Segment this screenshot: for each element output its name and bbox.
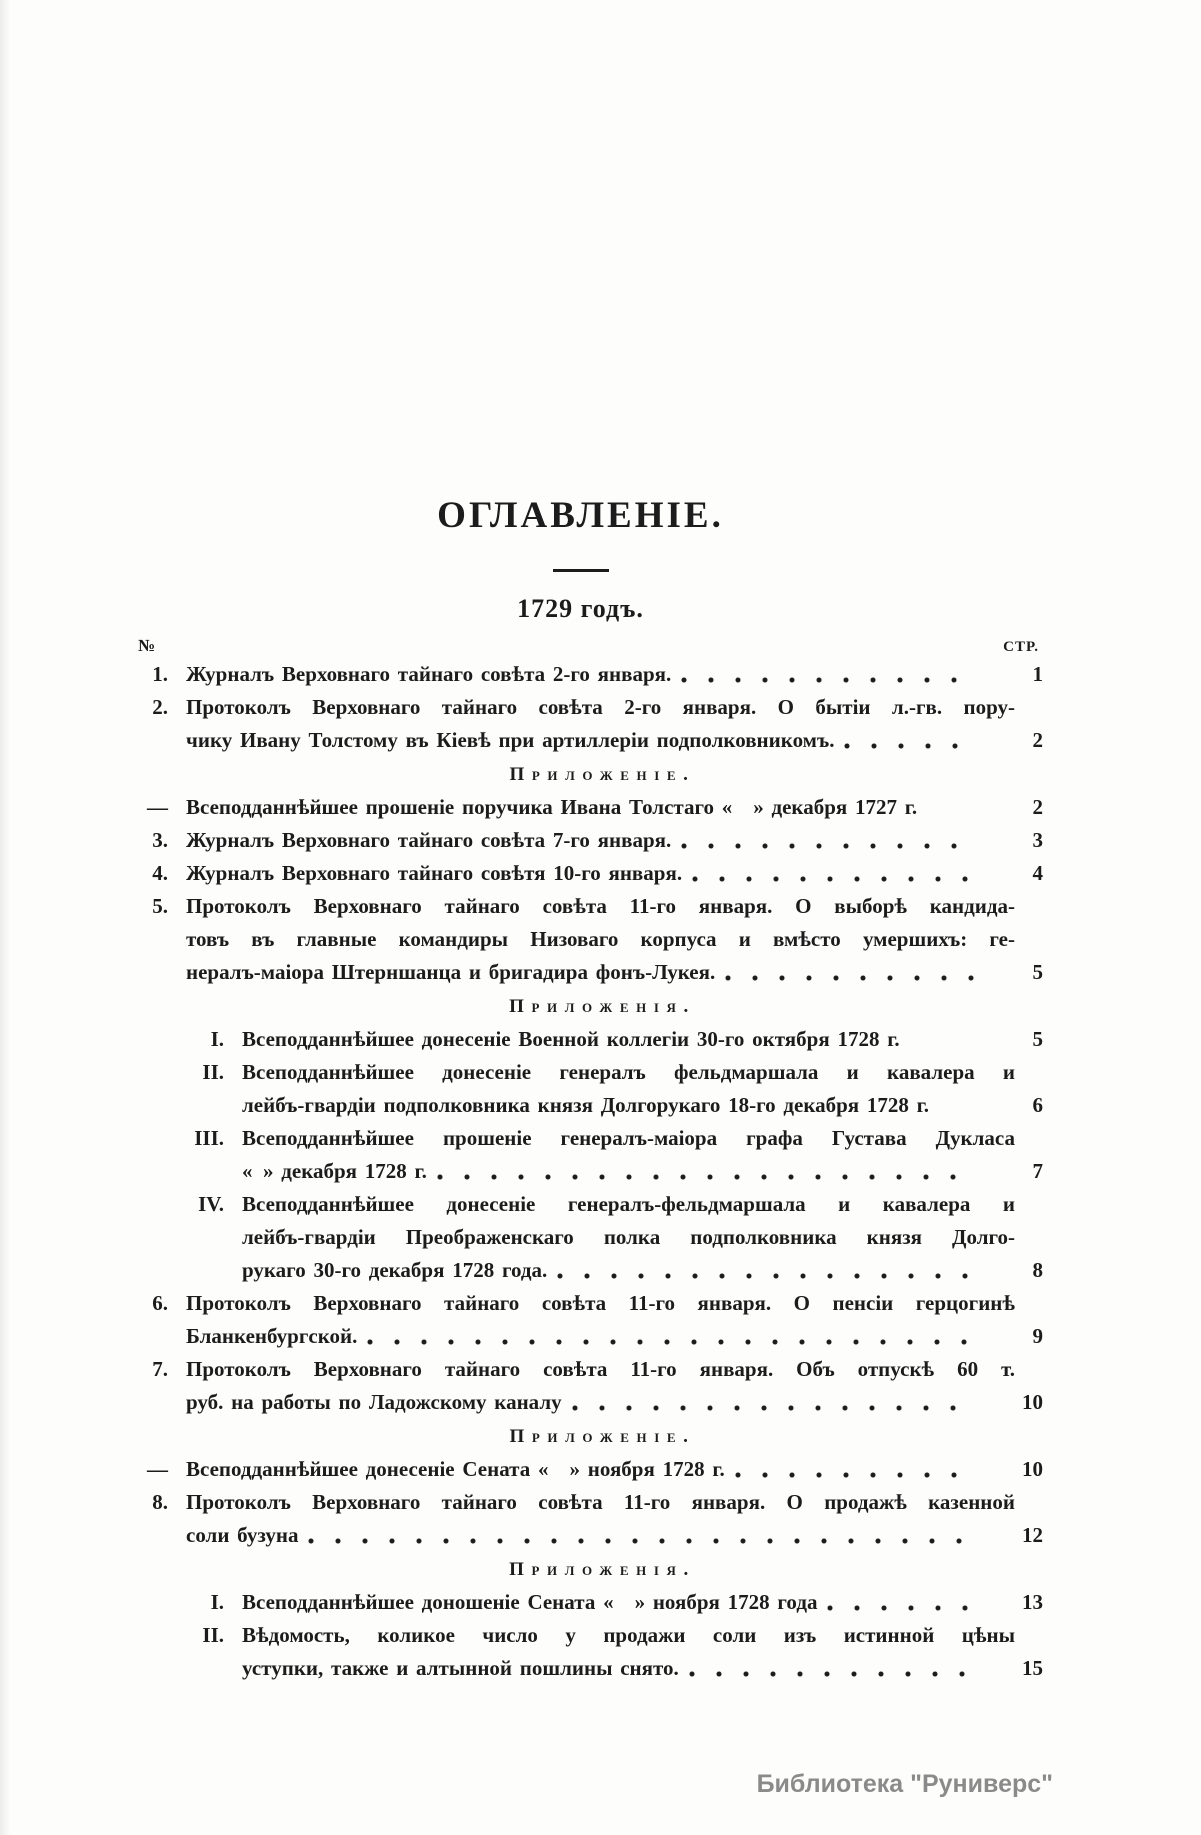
dot-leader xyxy=(689,1652,975,1685)
entry-text xyxy=(186,1287,1043,1353)
entry-text xyxy=(186,857,1043,890)
entry-number: II. xyxy=(202,1623,224,1647)
toc-section-heading-row xyxy=(118,1552,1043,1586)
dot-leader xyxy=(572,1386,975,1419)
scan-edge-shadow xyxy=(0,0,10,1835)
entry-text-last: уступки, также и алтынной пошлины снято. xyxy=(242,1656,679,1680)
toc-entry xyxy=(118,1023,1043,1056)
entry-text-last: лейбъ-гвардіи подполковника князя Долгорукаго 18-го декабря 1728 г. xyxy=(242,1093,930,1117)
entry-text-line: лейбъ-гвардіи Преображенскаго полка подполковника князя Долго- xyxy=(242,1225,1015,1249)
entry-text-line xyxy=(242,1254,1015,1287)
dot-leader xyxy=(681,824,975,857)
entry-text xyxy=(186,1486,1043,1552)
entry-text-line xyxy=(242,1586,1015,1619)
toc-entry xyxy=(118,857,1043,890)
section-heading: Приложеніе. xyxy=(509,764,696,785)
entry-page-number: 9 xyxy=(1032,1324,1043,1348)
entry-page-number: 10 xyxy=(1022,1390,1043,1414)
entry-text-line: товъ въ главные командиры Низоваго корпуса и вмѣсто умершихъ: ге- xyxy=(186,927,1015,951)
entry-text xyxy=(186,890,1043,989)
entry-text-line: Протоколъ Верховнаго тайнаго совѣта 11-го января. О пенсіи герцогинѣ xyxy=(186,1291,1015,1315)
entry-text-last: соли бузуна xyxy=(186,1523,299,1547)
entry-text-line: Всеподданнѣйшее прошеніе генералъ-маіора графа Густава Дукласа xyxy=(242,1126,1015,1150)
toc-list xyxy=(118,658,1043,1685)
entry-text-line xyxy=(186,956,1015,989)
entry-text xyxy=(242,1188,1043,1287)
toc-entry xyxy=(118,1122,1043,1188)
entry-text-last: руб. на работы по Ладожскому каналу xyxy=(186,1390,562,1414)
entry-text xyxy=(242,1023,1043,1056)
entry-text xyxy=(186,824,1043,857)
toc-entry xyxy=(118,1188,1043,1287)
entry-page-number: 6 xyxy=(1032,1093,1043,1117)
entry-number: II. xyxy=(202,1060,224,1084)
entry-page-number: 8 xyxy=(1032,1258,1043,1282)
entry-text-line xyxy=(242,1155,1015,1188)
dot-leader xyxy=(692,857,975,890)
entry-text-line: Всеподданнѣйшее донесеніе генералъ-фельдмаршала и кавалера и xyxy=(242,1192,1015,1216)
entry-number: IV. xyxy=(198,1192,224,1216)
entry-page-number: 5 xyxy=(1032,960,1043,984)
entry-text xyxy=(242,1586,1043,1619)
entry-text-last: Всеподданнѣйшее прошеніе поручика Ивана Толстаго « » декабря 1727 г. xyxy=(186,795,918,819)
entry-text-line: Всеподданнѣйшее донесеніе генералъ фельдмаршала и кавалера и xyxy=(242,1060,1015,1084)
entry-number: — xyxy=(147,1457,168,1481)
dot-leader xyxy=(827,1586,975,1619)
entry-number: 5. xyxy=(152,894,168,918)
dot-leader xyxy=(557,1254,975,1287)
entry-text-line xyxy=(242,1652,1015,1685)
entry-text-line xyxy=(186,857,1015,890)
dot-leader xyxy=(681,658,975,691)
entry-number: III. xyxy=(194,1126,224,1150)
toc-entry xyxy=(118,1619,1043,1685)
section-heading: Приложенія. xyxy=(509,996,696,1017)
entry-page-number: 7 xyxy=(1032,1159,1043,1183)
entry-number: I. xyxy=(210,1027,224,1051)
entry-text xyxy=(186,1353,1043,1419)
entry-page-number: 1 xyxy=(1032,662,1043,686)
dot-leader xyxy=(367,1320,975,1353)
toc-entry xyxy=(118,1586,1043,1619)
toc-entry xyxy=(118,691,1043,757)
toc-entry xyxy=(118,1486,1043,1552)
toc-section-heading-row xyxy=(118,1419,1043,1453)
toc-entry xyxy=(118,658,1043,691)
section-heading: Приложеніе. xyxy=(509,1426,696,1447)
toc-entry xyxy=(118,1056,1043,1122)
entry-text-line xyxy=(186,1453,1015,1486)
dot-leader xyxy=(725,956,975,989)
entry-text-line xyxy=(242,1089,1015,1122)
entry-text-last: чику Ивану Толстому въ Кіевѣ при артиллеріи подполковникомъ. xyxy=(186,728,835,752)
entry-text-line: Протоколъ Верховнаго тайнаго совѣта 11-го января. Объ отпускѣ 60 т. xyxy=(186,1357,1015,1381)
number-column-header: № xyxy=(138,636,156,655)
entry-text-last: нералъ-маіора Штерншанца и бригадира фонъ-Лукея. xyxy=(186,960,716,984)
entry-page-number: 5 xyxy=(1032,1027,1043,1051)
toc-entry xyxy=(118,824,1043,857)
entry-page-number: 2 xyxy=(1032,795,1043,819)
entry-number: I. xyxy=(210,1590,224,1614)
entry-page-number: 2 xyxy=(1032,728,1043,752)
entry-text-line xyxy=(186,1519,1015,1552)
entry-number: 3. xyxy=(152,828,168,852)
table-of-contents xyxy=(118,0,1043,1685)
toc-section-heading-row xyxy=(118,757,1043,791)
entry-text-line xyxy=(186,824,1015,857)
entry-page-number: 12 xyxy=(1022,1523,1043,1547)
entry-text-last: Всеподданнѣйшее донесеніе Военной коллегіи 30-го октября 1728 г. xyxy=(242,1027,900,1051)
column-headers xyxy=(118,636,1043,656)
entry-text-last: Всеподданнѣйшее донесеніе Сената « » ноября 1728 г. xyxy=(186,1457,725,1481)
entry-number: — xyxy=(147,795,168,819)
entry-text-last: Журналъ Верховнаго тайнаго совѣтя 10-го января. xyxy=(186,861,683,885)
year-heading: 1729 годъ. xyxy=(517,594,644,623)
page-column-header: СТР. xyxy=(1003,639,1039,655)
entry-page-number: 15 xyxy=(1022,1656,1043,1680)
entry-text-line xyxy=(186,1320,1015,1353)
library-watermark: Библиотека "Руниверс" xyxy=(756,1770,1053,1798)
dot-leader xyxy=(844,724,975,757)
entry-text xyxy=(186,658,1043,691)
entry-text-last: рукаго 30-го декабря 1728 года. xyxy=(242,1258,548,1282)
entry-text xyxy=(186,691,1043,757)
entry-text xyxy=(242,1056,1043,1122)
toc-entry xyxy=(118,1453,1043,1486)
entry-text-last: Журналъ Верховнаго тайнаго совѣта 2-го января. xyxy=(186,662,672,686)
entry-text-last: « » декабря 1728 г. xyxy=(242,1159,427,1183)
toc-section-heading-row xyxy=(118,989,1043,1023)
entry-text-line xyxy=(186,724,1015,757)
entry-number: 2. xyxy=(152,695,168,719)
entry-text-line xyxy=(186,791,1015,824)
entry-page-number: 13 xyxy=(1022,1590,1043,1614)
entry-page-number: 4 xyxy=(1032,861,1043,885)
page-title: ОГЛАВЛЕНІЕ. xyxy=(437,495,724,536)
toc-entry xyxy=(118,1353,1043,1419)
entry-page-number: 10 xyxy=(1022,1457,1043,1481)
entry-text xyxy=(186,791,1043,824)
dot-leader xyxy=(437,1155,975,1188)
entry-number: 1. xyxy=(152,662,168,686)
entry-number: 8. xyxy=(152,1490,168,1514)
toc-entry xyxy=(118,1287,1043,1353)
entry-text-line: Протоколъ Верховнаго тайнаго совѣта 11-го января. О продажѣ казенной xyxy=(186,1490,1015,1514)
toc-entry xyxy=(118,791,1043,824)
toc-entry xyxy=(118,890,1043,989)
dot-leader xyxy=(308,1519,975,1552)
entry-page-number: 3 xyxy=(1032,828,1043,852)
entry-number: 6. xyxy=(152,1291,168,1315)
entry-text-line: Протоколъ Верховнаго тайнаго совѣта 2-го января. О бытіи л.-гв. пору- xyxy=(186,695,1015,719)
entry-text-last: Бланкенбургской. xyxy=(186,1324,358,1348)
entry-text-line xyxy=(186,1386,1015,1419)
entry-text xyxy=(242,1122,1043,1188)
entry-text-last: Журналъ Верховнаго тайнаго совѣта 7-го января. xyxy=(186,828,672,852)
entry-text xyxy=(186,1453,1043,1486)
section-heading: Приложенія. xyxy=(509,1559,696,1580)
dot-leader xyxy=(735,1453,975,1486)
entry-text-last: Всеподданнѣйшее доношеніе Сената « » ноября 1728 года xyxy=(242,1590,818,1614)
entry-text xyxy=(242,1619,1043,1685)
entry-number: 7. xyxy=(152,1357,168,1381)
entry-text-line: Вѣдомость, коликое число у продажи соли изъ истинной цѣны xyxy=(242,1623,1015,1647)
entry-text-line: Протоколъ Верховнаго тайнаго совѣта 11-го января. О выборѣ кандида- xyxy=(186,894,1015,918)
entry-number: 4. xyxy=(152,861,168,885)
entry-text-line xyxy=(186,658,1015,691)
entry-text-line xyxy=(242,1023,1015,1056)
title-divider-rule xyxy=(553,569,609,572)
